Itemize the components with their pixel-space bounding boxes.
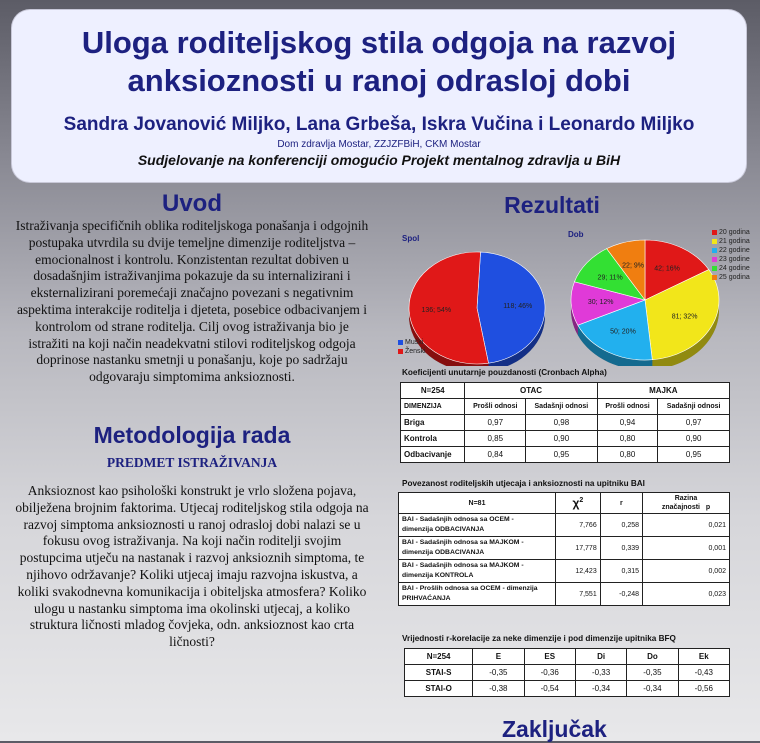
table-cell: 0,97 — [658, 415, 730, 431]
table-cell: 0,023 — [643, 583, 730, 606]
table-cell: 0,90 — [658, 431, 730, 447]
legend-label: 25 godina — [719, 274, 750, 281]
pie-data-label: 42; 16% — [654, 265, 680, 273]
table-row — [399, 537, 730, 560]
row-label-1: BAI - Sadašnjih odnosa sa MAJKOM - — [402, 539, 524, 546]
table-row — [405, 665, 730, 681]
uvod-text: Istraživanja specifičnih oblika roditeljskoga ponašanja i odgojnih postupaka utvrdila su dvije temeljne dimenzije roditeljstva – emocionalnost i kontrolu. Konzistentan rezultat dobiven u dosadašnjim istraživanjima pokazuje da su internalizirani i eksternalizirani poremećaji značajno povezani s negativnim aspektima interakcije roditelja i djeteta, posebice odbacivanjem i kontrolom od strane roditelja. Cilj ovog istraživanja bio je istražiti na koji način neadekvatni stilovi roditeljskog odgoja doprinose nastanku smetnji u ponašanju, koje po sadržaju odgovaraju simptomima anksioznosti. — [15, 218, 369, 385]
legend-item — [712, 246, 750, 255]
table-cell: N=254 — [401, 383, 465, 399]
table-cell: N=81 — [399, 493, 556, 514]
title-line-1: Uloga roditeljskog stila odgoja na razvoj — [81, 25, 677, 60]
table-cell: 0,80 — [597, 431, 658, 447]
table1-caption: Koeficijenti unutarnje pouzdanosti (Cronbach Alpha) — [402, 368, 607, 377]
table-row — [401, 399, 730, 415]
table-cell: -0,248 — [600, 583, 642, 606]
title-line-2: anksioznosti u ranoj odrasloj dobi — [127, 63, 631, 98]
table-cell: 0,80 — [597, 447, 658, 463]
row-label-2: dimenzija ODBACIVANJA — [402, 549, 485, 556]
table-cell: -0,34 — [627, 681, 678, 697]
dob-legend — [712, 228, 750, 282]
zakljucak-heading: Zaključak — [502, 716, 607, 742]
uvod-heading: Uvod — [162, 190, 222, 217]
table-cell: Ek — [678, 649, 729, 665]
table-cell: Odbacivanje — [401, 447, 465, 463]
legend-swatch — [712, 257, 717, 262]
razina-text: značajnosti — [661, 504, 700, 511]
reliability-table — [400, 382, 730, 463]
table-cell: 0,98 — [526, 415, 598, 431]
table-cell: -0,38 — [473, 681, 524, 697]
table-cell: 17,778 — [556, 537, 601, 560]
bfq-table — [404, 648, 730, 697]
bai-table — [398, 492, 730, 606]
legend-swatch — [712, 275, 717, 280]
table-cell: r — [600, 493, 642, 514]
table-cell: -0,36 — [524, 665, 575, 681]
table-cell: 12,423 — [556, 560, 601, 583]
legend-swatch — [712, 239, 717, 244]
table-row — [405, 649, 730, 665]
pie-0 — [409, 252, 545, 366]
row-label-1: BAI - Sadašnjih odnosa sa MAJKOM - — [402, 562, 524, 569]
pie-data-label: 22; 9% — [622, 262, 644, 270]
table-cell: 0,97 — [465, 415, 526, 431]
table-cell: 0,315 — [600, 560, 642, 583]
table-cell: 0,95 — [658, 447, 730, 463]
legend-item — [398, 347, 426, 356]
table-cell: -0,33 — [575, 665, 626, 681]
spol-legend — [398, 338, 426, 356]
legend-swatch — [712, 230, 717, 235]
metodologija-heading: Metodologija rada — [93, 421, 291, 448]
poster-header — [12, 10, 746, 182]
table-row — [399, 493, 730, 514]
table-cell: E — [473, 649, 524, 665]
table-cell — [399, 537, 556, 560]
table-cell: -0,43 — [678, 665, 729, 681]
table-cell: MAJKA — [597, 383, 729, 399]
legend-item — [712, 264, 750, 273]
pie-data-label: 30; 12% — [587, 299, 614, 307]
table-cell — [556, 493, 601, 514]
dob-chart-title: Dob — [568, 230, 584, 239]
table-cell: Prošli odnosi — [597, 399, 658, 415]
table-cell: -0,34 — [575, 681, 626, 697]
rezultati-heading: Rezultati — [504, 192, 600, 218]
legend-item — [712, 228, 750, 237]
left-column — [14, 190, 370, 651]
legend-label: 21 godina — [719, 238, 750, 245]
legend-item — [712, 273, 750, 282]
table-cell: STAI-S — [405, 665, 473, 681]
table-cell: 0,002 — [643, 560, 730, 583]
table-row — [399, 560, 730, 583]
legend-item — [712, 237, 750, 246]
table3-caption: Vrijednosti r-korelacije za neke dimenzije i pod dimenzije upitnika BFQ — [402, 634, 676, 643]
legend-label: 22 godine — [719, 247, 750, 254]
table-row — [405, 681, 730, 697]
table-cell: OTAC — [465, 383, 597, 399]
predmet-subheading: PREDMET ISTRAŽIVANJA — [106, 454, 278, 470]
legend-label: 23 godine — [719, 256, 750, 263]
legend-swatch — [712, 266, 717, 271]
table-row — [399, 514, 730, 537]
legend-swatch — [398, 340, 403, 345]
table-cell: 0,90 — [526, 431, 598, 447]
table-cell: -0,35 — [627, 665, 678, 681]
spol-chart-title: Spol — [402, 234, 420, 243]
table-cell: -0,56 — [678, 681, 729, 697]
pie-data-label: 118; 46% — [503, 303, 533, 311]
authors: Sandra Jovanović Miljko, Lana Grbeša, Iskra Vučina i Leonardo Miljko — [63, 114, 695, 135]
legend-label: 24 godine — [719, 265, 750, 272]
metodologija-text: Anksioznost kao psihološki konstrukt je vrlo složena pojava, obilježena brojnim faktorima. Utjecaj roditeljskog stila odgoja na razvoj simptoma anksioznosti u ranoj odrasloj dobi nalazi se u fokusu ovog istraživanja. Na koji način roditelji svojim postupcima utječu na nastanak i razvoj anksioznih simptoma, te njihovo održavanje? Koliki utjecaj imaju razvojna iskustva, a koliki svakodnevna komunikacija i obiteljska atmosfera? Koliko ulogu u nastanku simptoma ima okolinski utjecaj, a koliko struktura ličnosti mladog čovjeka, odn. anksioznost kao crta ličnosti? — [15, 482, 369, 650]
legend-item — [398, 338, 426, 347]
legend-label: Muški — [405, 339, 424, 346]
pie-data-label: 29; 11% — [597, 274, 623, 282]
table-cell: -0,35 — [473, 665, 524, 681]
table-cell: 0,001 — [643, 537, 730, 560]
chi-symbol: χ — [572, 496, 580, 510]
table-cell — [399, 514, 556, 537]
razina-line-1: Razina — [674, 495, 698, 502]
row-label-2: dimenzija ODBACIVANJA — [402, 526, 485, 533]
table-cell: 0,021 — [643, 514, 730, 537]
pie-1 — [571, 240, 719, 366]
table-cell: Sadašnji odnosi — [526, 399, 598, 415]
poster-title — [12, 24, 746, 100]
table-cell: -0,54 — [524, 681, 575, 697]
table-cell: 0,84 — [465, 447, 526, 463]
table-cell: 0,258 — [600, 514, 642, 537]
table-cell: 7,551 — [556, 583, 601, 606]
table-row — [401, 431, 730, 447]
chi-superscript: 2 — [579, 497, 584, 504]
legend-swatch — [712, 248, 717, 253]
table-cell: Briga — [401, 415, 465, 431]
pie-data-label: 81; 32% — [671, 313, 698, 321]
table-cell: 0,85 — [465, 431, 526, 447]
pie-data-label: 136; 54% — [421, 306, 452, 314]
table-cell: ES — [524, 649, 575, 665]
table2-caption: Povezanost roditeljskih utjecaja i anksioznosti na upitniku BAI — [402, 479, 645, 488]
table-cell: 0,95 — [526, 447, 598, 463]
row-label-2: dimenzija KONTROLA — [402, 572, 474, 579]
table-cell — [399, 583, 556, 606]
row-label-2: PRIHVAĆANJA — [402, 595, 451, 602]
table-cell: 7,766 — [556, 514, 601, 537]
table-cell: Sadašnji odnosi — [658, 399, 730, 415]
table-row — [399, 583, 730, 606]
legend-label: Ženski — [405, 348, 426, 355]
table-cell: N=254 — [405, 649, 473, 665]
table-cell: DIMENZIJA — [401, 399, 465, 415]
right-column — [396, 192, 736, 219]
table-cell: Do — [627, 649, 678, 665]
table-row — [401, 447, 730, 463]
table-cell — [399, 560, 556, 583]
table-cell: 0,339 — [600, 537, 642, 560]
razina-line-2 — [646, 503, 726, 512]
affiliation: Dom zdravlja Mostar, ZZJZFBiH, CKM Mostar — [277, 139, 481, 150]
legend-swatch — [398, 349, 403, 354]
legend-label: 20 godina — [719, 229, 750, 236]
row-label-1: BAI - Prošlih odnosa sa OCEM - dimenzija — [402, 585, 538, 592]
table-cell: Di — [575, 649, 626, 665]
p-label: p — [705, 504, 711, 511]
table-cell: STAI-O — [405, 681, 473, 697]
legend-item — [712, 255, 750, 264]
pie-data-label: 50; 20% — [610, 328, 636, 336]
pie-charts — [392, 226, 756, 366]
table-row — [401, 415, 730, 431]
row-label-1: BAI - Sadašnjih odnosa sa OCEM - — [402, 516, 514, 523]
table-cell: Prošli odnosi — [465, 399, 526, 415]
conference-note: Sudjelovanje na konferenciji omogućio Projekt mentalnog zdravlja u BiH — [137, 152, 621, 168]
table-cell: Kontrola — [401, 431, 465, 447]
table-cell — [643, 493, 730, 514]
table-cell: 0,94 — [597, 415, 658, 431]
table-row — [401, 383, 730, 399]
